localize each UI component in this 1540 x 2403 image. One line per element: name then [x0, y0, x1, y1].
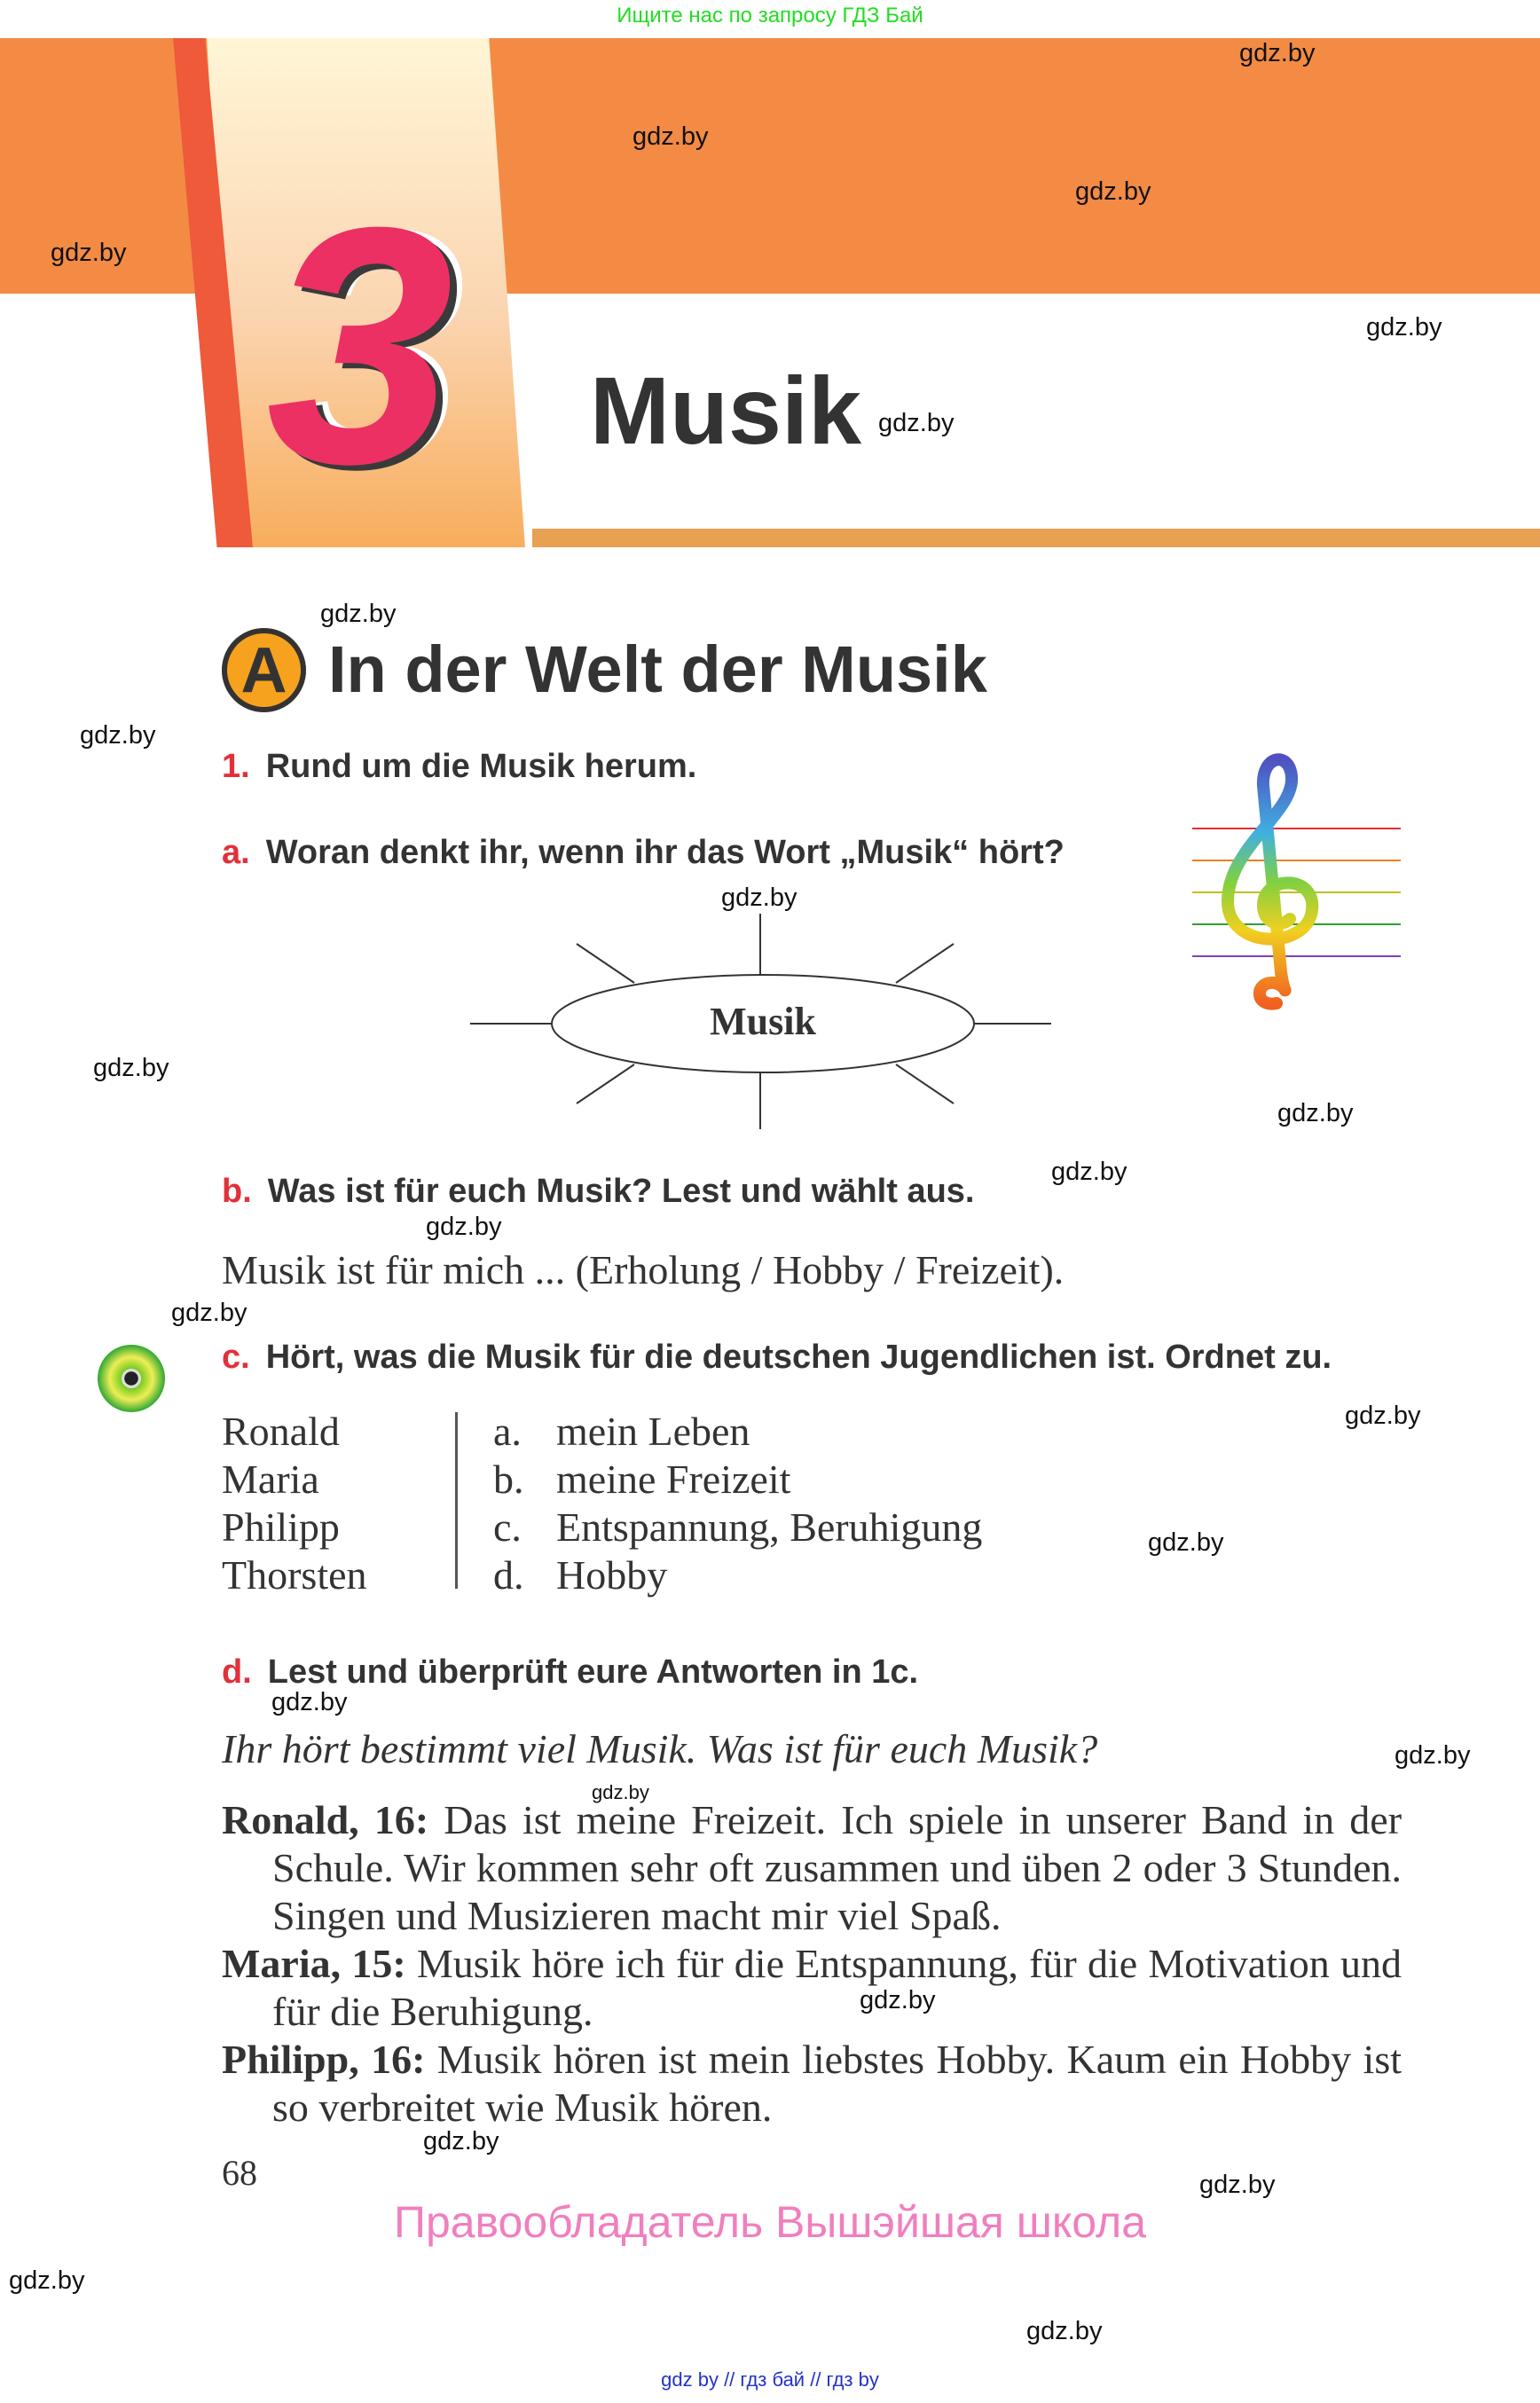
watermark: gdz.by [860, 1986, 936, 2014]
watermark: gdz.by [1366, 313, 1442, 342]
task-text: Rund um die Musik herum. [265, 748, 697, 785]
column-divider [455, 1412, 458, 1589]
watermark: gdz.by [1277, 1099, 1354, 1127]
chapter-title: Musik [590, 357, 862, 464]
task-a [222, 834, 1065, 872]
mind-map-line [577, 944, 634, 983]
mind-map-center-label: Musik [710, 1000, 816, 1043]
task-text: Woran denkt ihr, wenn ihr das Wort „Musik“ hört? [265, 834, 1065, 871]
treble-clef-icon [1192, 750, 1401, 1021]
watermark: gdz.by [171, 1299, 248, 1327]
watermark: gdz.by [423, 2127, 499, 2156]
option-item: d. Hobby [493, 1552, 668, 1598]
task-letter: d. [222, 1653, 252, 1691]
task-b [222, 1173, 974, 1211]
task-1 [222, 748, 696, 786]
watermark: gdz.by [1199, 2171, 1276, 2199]
watermark: gdz.by [1148, 1528, 1224, 1557]
mind-map-line [896, 1064, 954, 1103]
section-title: In der Welt der Musik [328, 632, 987, 706]
watermark: gdz.by [93, 1054, 169, 1082]
page-number: 68 [222, 2153, 257, 2193]
task-text: Hört, was die Musik für die deutschen Jugendlichen ist. Ordnet zu. [265, 1339, 1332, 1376]
task-d [222, 1653, 918, 1692]
watermark: gdz.by [721, 883, 798, 912]
mind-map-line [577, 1064, 634, 1103]
task-c [222, 1339, 1332, 1377]
name-item: Philipp [222, 1504, 340, 1550]
reading-text [222, 1796, 1402, 2132]
watermark: gdz.by [51, 239, 127, 267]
top-search-note: Ищите нас по запросу ГДЗ Бай [617, 4, 923, 27]
option-item: a. mein Leben [493, 1409, 750, 1454]
option-item: c. Entspannung, Beruhigung [493, 1504, 983, 1550]
entry-maria: Maria, 15: Musik höre ich für die Entspannung, für die Motivation und für die Beruhigung. [222, 1941, 1402, 2034]
watermark: gdz.by [320, 600, 397, 628]
task-letter: a. [222, 834, 250, 871]
watermark: gdz.by [1239, 39, 1316, 67]
watermark: gdz.by [1075, 177, 1151, 206]
watermark: gdz.by [426, 1213, 502, 1241]
task-b-sentence: Musik ist für mich ... (Erholung / Hobby / Freizeit). [222, 1247, 1065, 1292]
mind-map-line [896, 944, 954, 983]
task-letter: b. [222, 1173, 252, 1210]
watermark: gdz.by [592, 1781, 649, 1803]
watermark: gdz.by [878, 409, 955, 437]
watermark: gdz.by [1026, 2317, 1103, 2345]
task-letter: c. [222, 1339, 250, 1376]
name-item: Thorsten [222, 1552, 367, 1598]
watermark: gdz.by [1395, 1741, 1471, 1770]
footer-links[interactable]: gdz by // гдз бай // гдз by [661, 2368, 879, 2391]
task-d-intro: Ihr hört bestimmt viel Musik. Was ist für euch Musik? [222, 1726, 1098, 1771]
entry-ronald: Ronald, 16: Das ist meine Freizeit. Ich spiele in unserer Band in der Schule. Wir kommen sehr oft zusammen und üben 2 oder 3 Stunden. Singen und Musizieren macht mir viel Spaß. [222, 1797, 1402, 1938]
watermark: gdz.by [9, 2266, 85, 2295]
chapter-header-underline [532, 529, 1540, 547]
chapter-number: 3 [266, 157, 454, 534]
watermark: gdz.by [632, 122, 709, 151]
section-badge [222, 628, 306, 712]
watermark: gdz.by [1345, 1402, 1421, 1430]
entry-philipp: Philipp, 16: Musik hören ist mein liebstes Hobby. Kaum ein Hobby ist so verbreitet wie Musik hören. [222, 2037, 1402, 2130]
watermark: gdz.by [271, 1688, 348, 1716]
name-item: Maria [222, 1457, 319, 1502]
option-item: b. meine Freizeit [493, 1457, 791, 1502]
options-list [493, 1408, 982, 1599]
copyright-notice: Правообладатель Вышэйшая школа [394, 2197, 1146, 2247]
names-list [222, 1408, 367, 1599]
watermark: gdz.by [80, 721, 156, 750]
task-number: 1. [222, 748, 250, 785]
name-item: Ronald [222, 1409, 340, 1454]
task-text: Was ist für euch Musik? Lest und wählt aus. [267, 1173, 975, 1210]
section-letter: A [240, 634, 287, 706]
watermark: gdz.by [1051, 1158, 1128, 1186]
task-text: Lest und überprüft eure Antworten in 1c. [267, 1653, 919, 1691]
audio-cd-icon[interactable] [98, 1345, 165, 1412]
